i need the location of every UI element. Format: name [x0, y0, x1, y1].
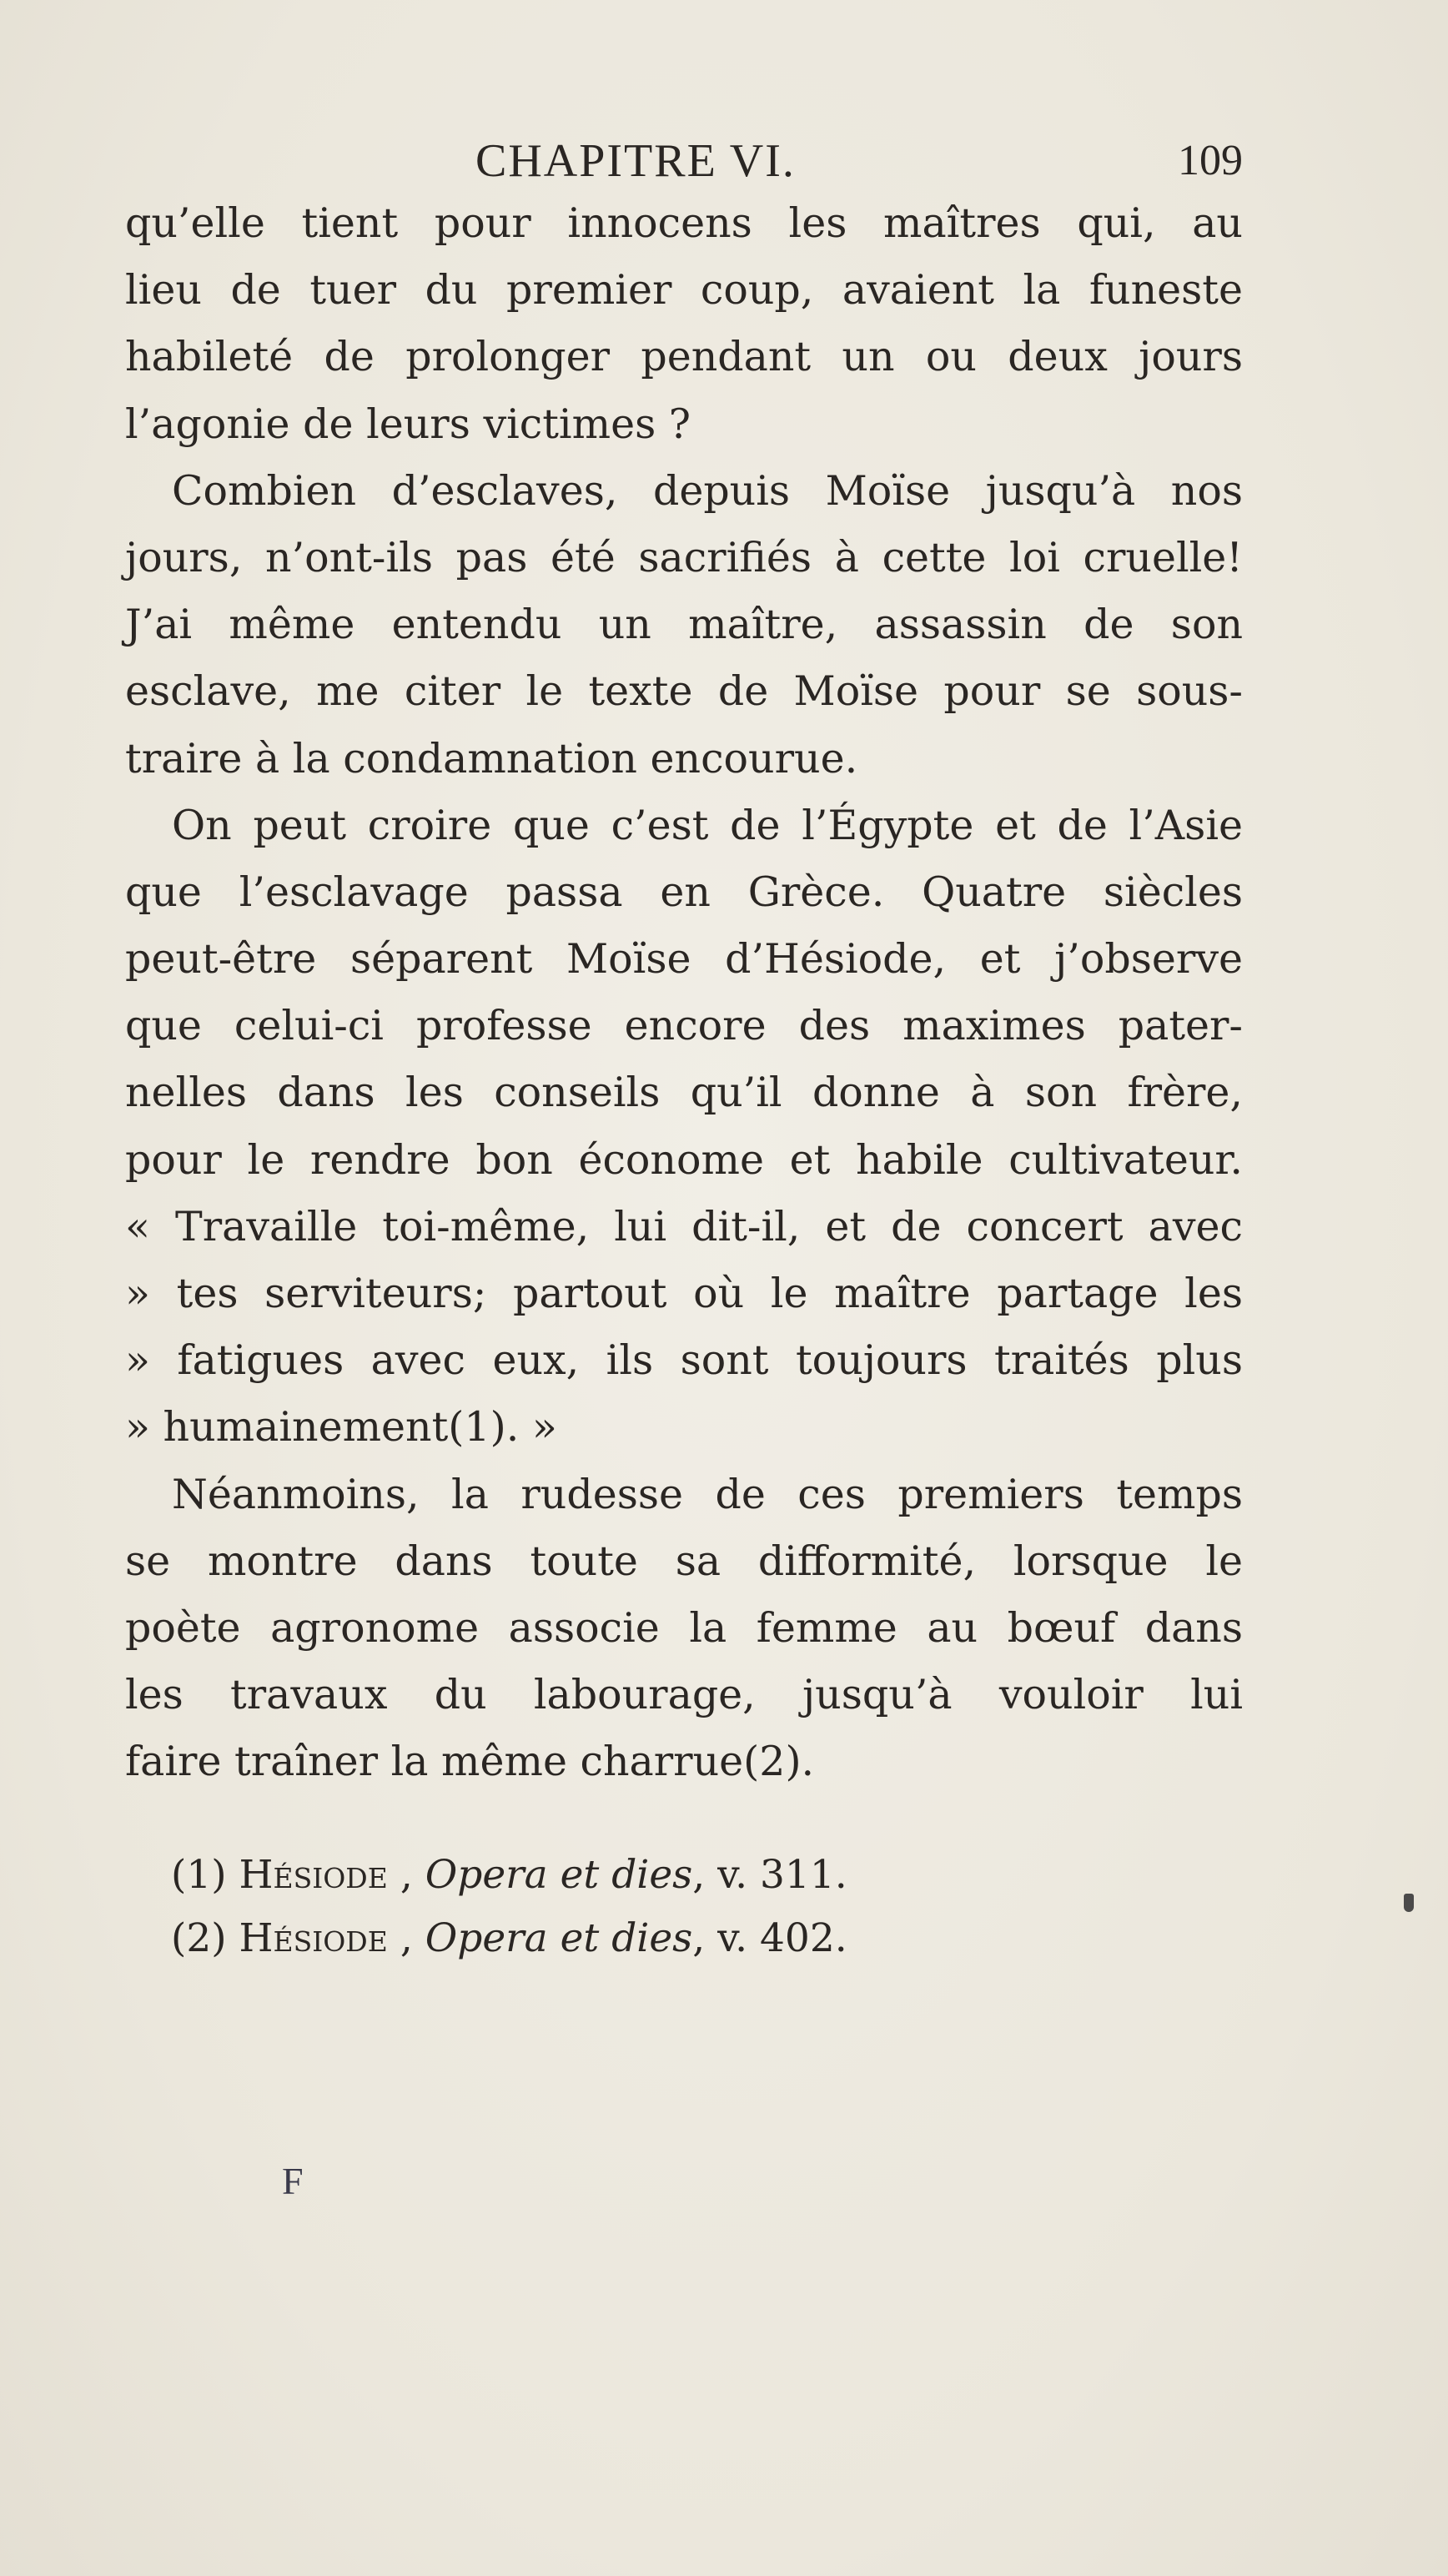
- footnote-author: Hésiode: [239, 1915, 388, 1961]
- footnote: [171, 1844, 1089, 1907]
- text-line: J’ai même entendu un maître, assassin de son: [125, 601, 1243, 649]
- footnote-separator: ,: [400, 1915, 413, 1961]
- page-header: [125, 132, 1243, 190]
- footnote-reference: , v. 311.: [692, 1852, 847, 1898]
- text-line: traire à la condamnation encourue.: [125, 734, 858, 782]
- text-line: On peut croire que c’est de l’Égypte et de l’Asie: [172, 801, 1243, 849]
- footnote-work: Opera et dies: [425, 1852, 693, 1898]
- footnote-work: Opera et dies: [425, 1915, 693, 1961]
- footnote-separator: ,: [400, 1852, 413, 1898]
- margin-ink-mark: [1404, 1894, 1414, 1912]
- footnote-author: Hésiode: [239, 1852, 388, 1898]
- text-line: faire traîner la même charrue(2).: [125, 1738, 815, 1786]
- footnotes: [171, 1844, 1089, 1970]
- page-number: 109: [1178, 137, 1243, 184]
- text-line: » humainement(1). »: [125, 1403, 557, 1452]
- text-line: lieu de tuer du premier coup, avaient la funeste: [125, 266, 1243, 314]
- text-line: » tes serviteurs; partout où le maître partage les: [125, 1270, 1243, 1317]
- text-line: jours, n’ont-ils pas été sacrifiés à cette loi cruelle!: [125, 533, 1243, 581]
- text-line: Combien d’esclaves, depuis Moïse jusqu’à nos: [172, 466, 1243, 515]
- text-line: esclave, me citer le texte de Moïse pour se sous-: [125, 667, 1243, 716]
- text-line: l’agonie de leurs victimes ?: [125, 400, 691, 448]
- text-line: » fatigues avec eux, ils sont toujours traités plus: [125, 1336, 1243, 1385]
- text-line: « Travaille toi-même, lui dit-il, et de concert avec: [125, 1202, 1243, 1250]
- signature-mark: F: [282, 2160, 304, 2202]
- text-line: Néanmoins, la rudesse de ces premiers temps: [172, 1470, 1243, 1518]
- text-line: que celui-ci professe encore des maximes pater-: [125, 1002, 1243, 1050]
- running-head: CHAPITRE VI.: [475, 135, 796, 187]
- footnote-marker: (2): [171, 1915, 227, 1961]
- footnote-reference: , v. 402.: [692, 1915, 847, 1961]
- text-line: les travaux du labourage, jusqu’à vouloir lui: [125, 1671, 1243, 1719]
- text-line: nelles dans les conseils qu’il donne à son frère,: [125, 1069, 1243, 1117]
- text-line: se montre dans toute sa difformité, lorsque le: [125, 1537, 1243, 1585]
- text-line: pour le rendre bon économe et habile cultivateur.: [125, 1135, 1243, 1184]
- body-text: [125, 190, 1243, 1796]
- text-line: habileté de prolonger pendant un ou deux jours: [125, 333, 1243, 381]
- text-line: que l’esclavage passa en Grèce. Quatre siècles: [125, 868, 1243, 916]
- text-line: qu’elle tient pour innocens les maîtres qui, au: [125, 199, 1243, 247]
- text-line: peut-être séparent Moïse d’Hésiode, et j’observe: [125, 935, 1243, 984]
- footnote-marker: (1): [171, 1852, 227, 1898]
- text-line: poète agronome associe la femme au bœuf dans: [125, 1603, 1243, 1652]
- footnote: [171, 1907, 1089, 1970]
